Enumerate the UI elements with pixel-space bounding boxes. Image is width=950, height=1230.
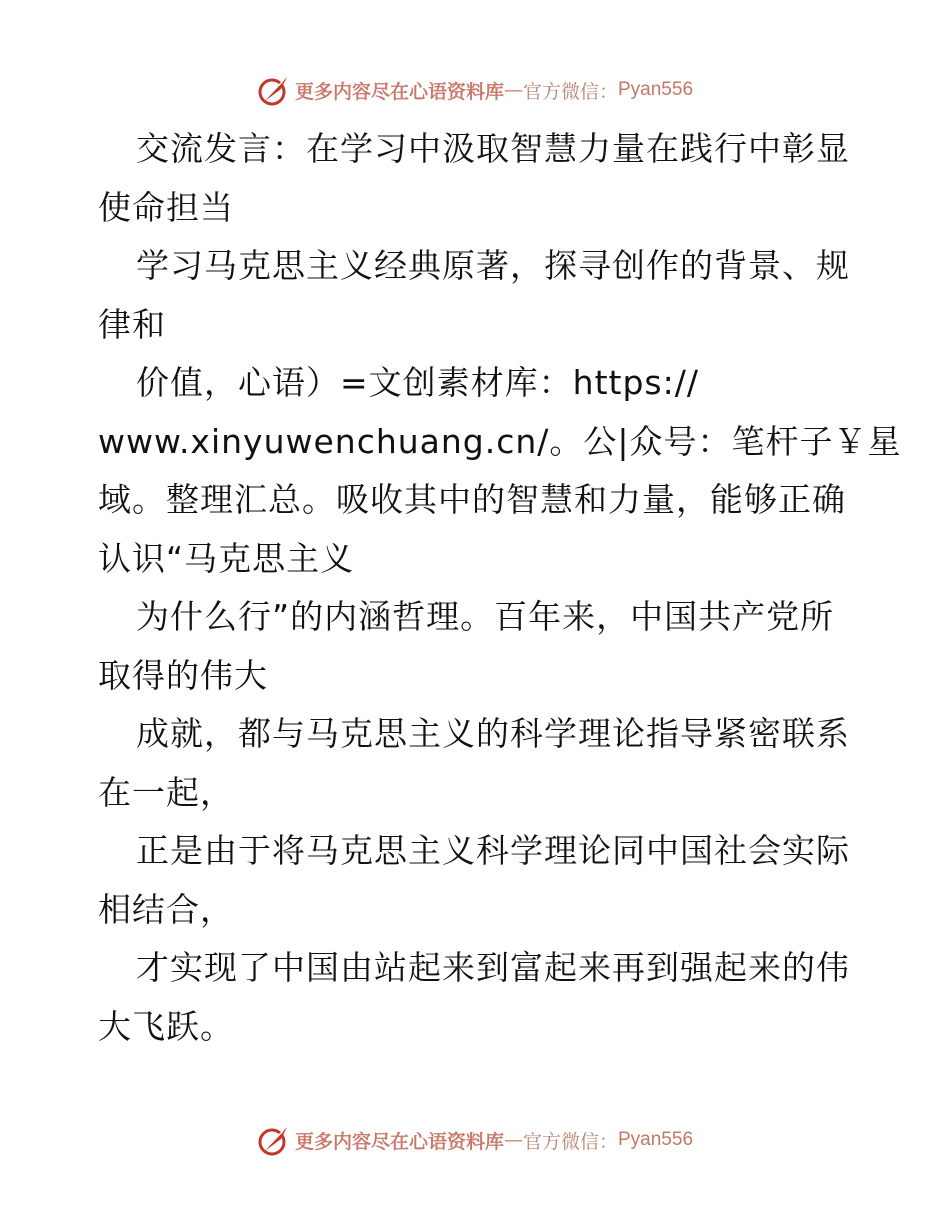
watermark-text: 更多内容尽在心语资料库 xyxy=(294,80,504,103)
body-line: 才实现了中国由站起来到富起来再到强起来的伟 xyxy=(136,948,850,987)
body-line: 相结合， xyxy=(98,889,234,929)
body-line: 取得的伟大 xyxy=(98,655,268,695)
watermark-dash: — xyxy=(503,79,523,101)
body-line: 在一起， xyxy=(98,772,234,812)
body-line: 律和 xyxy=(98,304,166,344)
body-line: 正是由于将马克思主义科学理论同中国社会实际 xyxy=(136,831,850,870)
watermark-wechat-id: Pyan556 xyxy=(618,1129,694,1150)
body-line: www.xinyuwenchuang.cn/。公|众号：笔杆子￥星 xyxy=(98,421,902,461)
body-line: 成就，都与马克思主义的科学理论指导紧密联系 xyxy=(136,714,850,753)
watermark-wechat-id: Pyan556 xyxy=(618,79,694,100)
body-line: 交流发言：在学习中汲取智慧力量在践行中彰显 xyxy=(136,129,850,168)
footer-watermark xyxy=(0,1120,950,1160)
body-line: 学习马克思主义经典原著，探寻创作的背景、规 xyxy=(136,246,850,285)
body-line: 域。整理汇总。吸收其中的智慧和力量，能够正确 xyxy=(98,480,846,519)
quill-logo-icon xyxy=(257,73,291,107)
header-watermark xyxy=(0,70,950,110)
watermark-wechat-label: 官方微信： xyxy=(522,1130,618,1153)
quill-logo-icon xyxy=(257,1123,291,1157)
body-line: 价值，心语）=文创素材库：https:// xyxy=(136,363,699,402)
body-line: 认识“马克思主义 xyxy=(98,538,355,578)
watermark-wechat-label: 官方微信： xyxy=(522,80,618,103)
watermark-text: 更多内容尽在心语资料库 xyxy=(294,1130,504,1153)
body-line: 使命担当 xyxy=(98,187,234,227)
watermark-dash: — xyxy=(503,1129,523,1151)
body-line: 为什么行”的内涵哲理。百年来，中国共产党所 xyxy=(136,597,835,636)
body-line: 大飞跃。 xyxy=(98,1006,234,1046)
document-body xyxy=(98,120,902,1056)
